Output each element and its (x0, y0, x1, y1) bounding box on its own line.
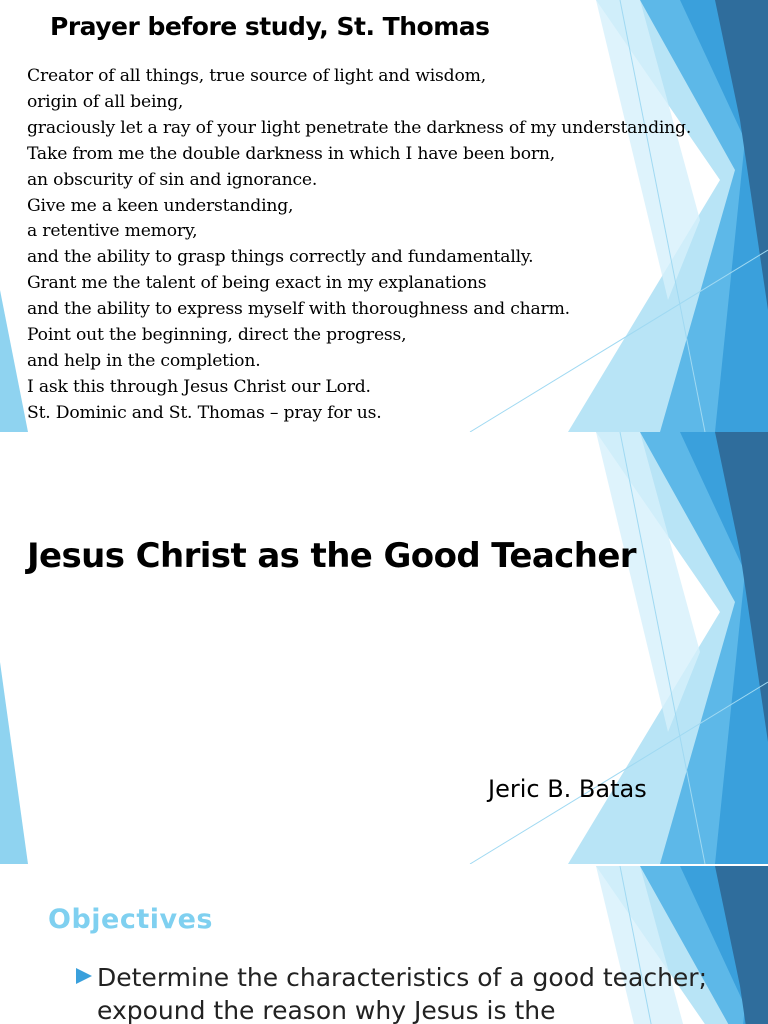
prayer-line: Take from me the double darkness in which I have been born, (27, 143, 555, 164)
prayer-line: and help in the completion. (27, 350, 261, 371)
arrow-bullet-icon (76, 968, 92, 984)
objectives-heading: Objectives (48, 904, 213, 935)
prayer-text (27, 64, 691, 427)
prayer-line: origin of all being, (27, 91, 184, 112)
prayer-line: I ask this through Jesus Christ our Lord. (27, 376, 371, 397)
author-name: Jeric B. Batas (488, 775, 647, 803)
slide-prayer (0, 0, 768, 432)
prayer-line: a retentive memory, (27, 221, 198, 242)
prayer-line: Give me a keen understanding, (27, 195, 294, 216)
prayer-line: Point out the beginning, direct the progress, (27, 325, 407, 346)
slide-decoration (0, 432, 768, 864)
prayer-line: St. Dominic and St. Thomas – pray for us. (27, 402, 382, 423)
prayer-line: and the ability to grasp things correctly and fundamentally. (27, 247, 534, 268)
prayer-line: an obscurity of sin and ignorance. (27, 169, 318, 190)
slide-objectives (0, 866, 768, 1024)
prayer-line: and the ability to express myself with thoroughness and charm. (27, 299, 570, 320)
presentation-title: Jesus Christ as the Good Teacher (27, 536, 636, 576)
prayer-line: Creator of all things, true source of light and wisdom, (27, 66, 486, 86)
prayer-line: Grant me the talent of being exact in my explanations (27, 273, 487, 294)
objective-text: Determine the characteristics of a good teacher; expound the reason why Jesus is the (97, 963, 708, 1024)
prayer-title: Prayer before study, St. Thomas (50, 12, 490, 41)
slide-title (0, 432, 768, 866)
prayer-line: graciously let a ray of your light penetrate the darkness of my understanding. (27, 117, 692, 138)
